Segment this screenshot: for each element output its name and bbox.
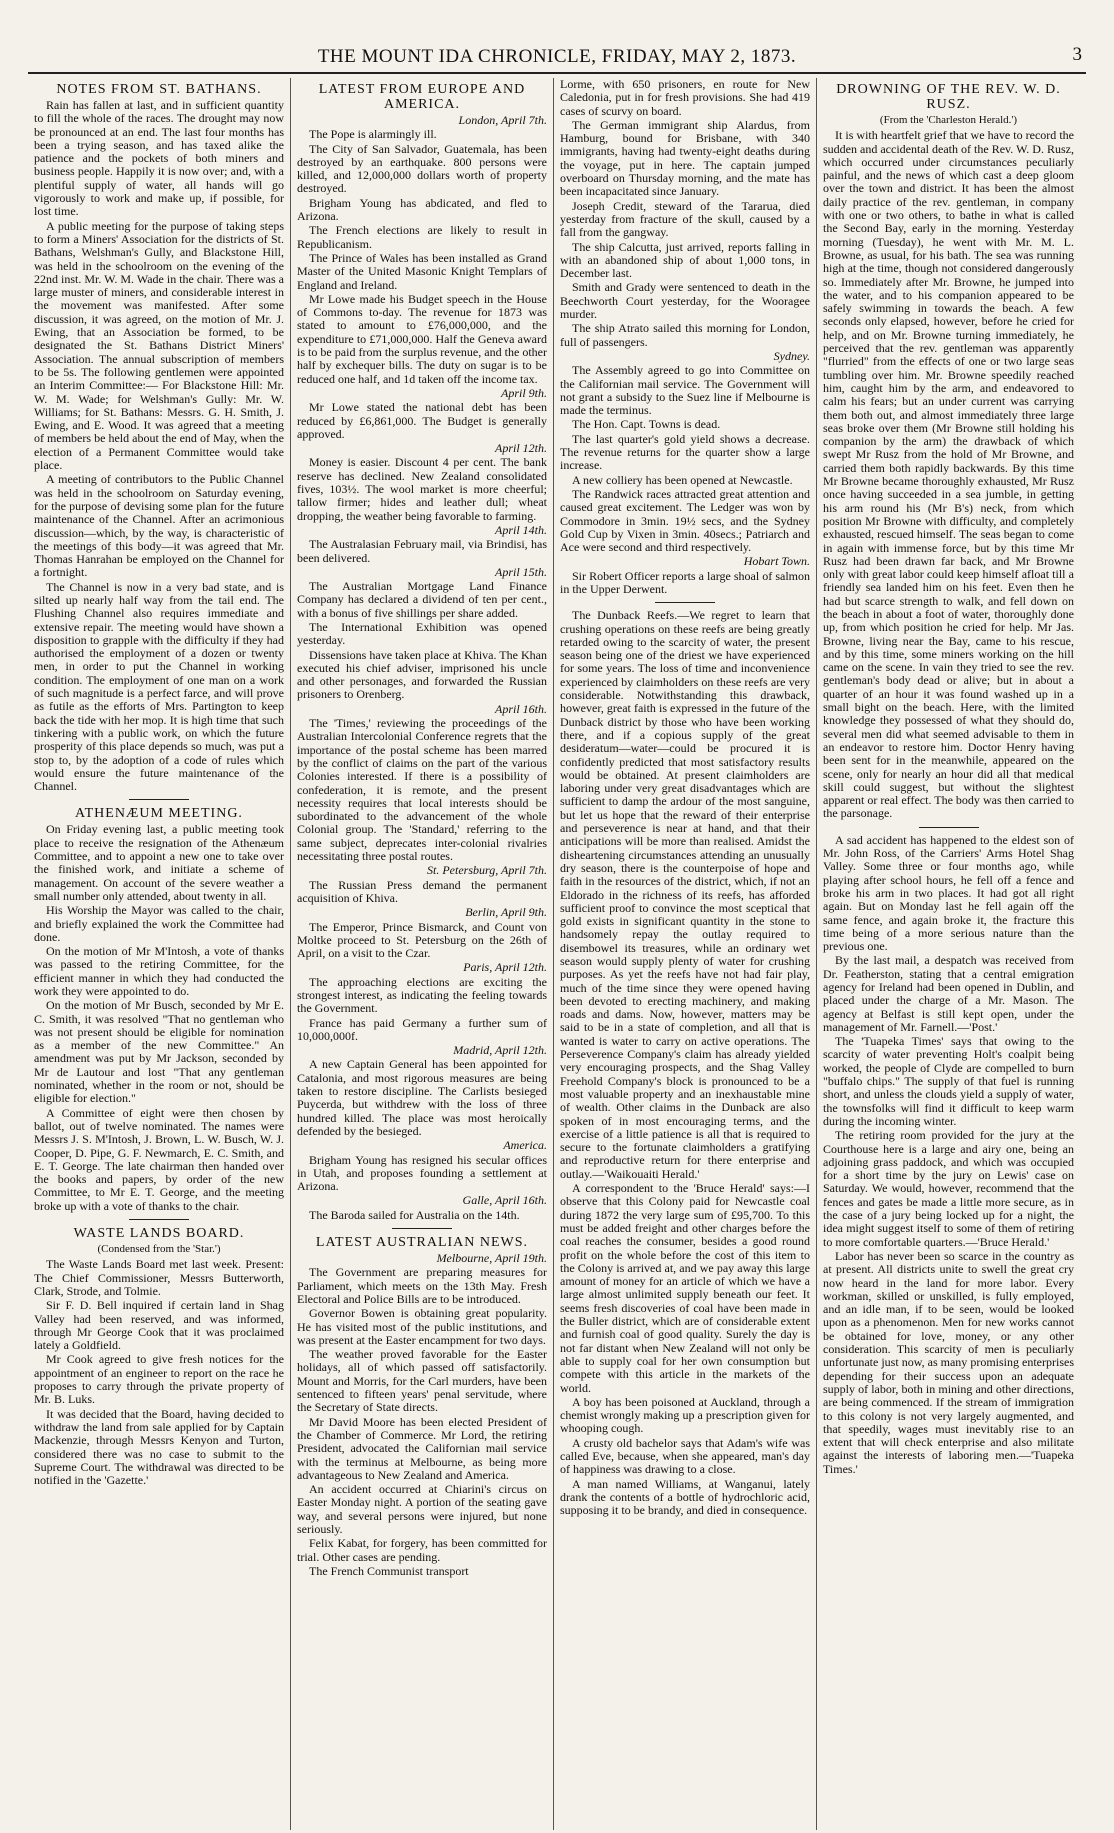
dateline: Hobart Town. [743, 554, 810, 569]
paragraph: The approaching elections are exciting the strongest interest, as indicating the feeling towards the Government. [297, 974, 547, 1016]
paragraph: The French Communist transport [309, 1563, 469, 1578]
paragraph: A public meeting for the purpose of taking steps to form a Miners' Association for the districts of St. Bathans, Welshman's Gully, and Blackstone Hill, was held in the schoolroom on the evening of the 22nd inst. Mr. W. M. Wade in the chair. There was a large muster of miners, and considerable interest in the movement was manifested. After some discussion, it was agreed, on the motion of Mr. J. Ewing, that an Association be formed, to be designated the St. Bathans District Miners' Association. The annual subscription of members to be 5s. The following gentlemen were appointed an Interim Committee:— For Blackstone Hill: Mr. W. M. Wade; for Welshman's Gully: Mr. W. Williams; for St. Bathans: Messrs. G. H. Smith, J. Ewing, and E. Wood. It was agreed that a meeting of members be held about the end of May, when the election of a Permanent Committee would take place. [34, 218, 284, 473]
paragraph: The Hon. Capt. Towns is dead. [572, 417, 721, 432]
paragraph: The Pope is alarmingly ill. [309, 127, 437, 142]
paragraph: The French elections are likely to result in Republicanism. [297, 223, 547, 251]
article-subheading: (From the 'Charleston Herald.') [879, 114, 1018, 126]
paragraph: Dissensions have taken place at Khiva. The Khan executed his chief adviser, imprisoned his uncle and other personages, and forwarded the Russian prisoners to Orenberg. [297, 647, 547, 702]
paragraph: The Russian Press demand the permanent acquisition of Khiva. [297, 877, 547, 905]
article-heading-athenaeum: ATHENÆUM MEETING. [75, 806, 243, 822]
paragraph: Mr Lowe made his Budget speech in the House of Commons to-day. The revenue for 1873 was stated to amount to £76,000,000, and the expenditure to £71,000,000. Half the Geneva award is to be paid from the surplus revenue, and the other half by exchequer bills. The duty on sugar is to be reduced one half, and 1d taken off the income tax. [297, 291, 547, 386]
paragraph: The Emperor, Prince Bismarck, and Count von Moltke proceed to St. Petersburg on the 26th of April, on a visit to the Czar. [297, 919, 547, 961]
dateline: April 14th. [494, 522, 547, 537]
paragraph: Felix Kabat, for forgery, has been committed for trial. Other cases are pending. [297, 1536, 547, 1564]
paragraph: Brigham Young has abdicated, and fled to Arizona. [297, 195, 547, 224]
paragraph: Mr Cook agreed to give fresh notices for the appointment of an engineer to report on the race he proposes to carry through the private property of Mr. B. Luks. [34, 1352, 284, 1407]
paragraph: The City of San Salvador, Guatemala, has been destroyed by an earthquake. 800 persons were killed, and 12,000,000 dollars worth of property destroyed. [297, 141, 547, 196]
divider [392, 1228, 452, 1229]
paragraph: A new Captain General has been appointed for Catalonia, and most rigorous measures are being taken to restore discipline. The Carlists besieged Puycerda, but withdrew with the loss of three hundred killed. The place was most heroically defended by the besieged. [297, 1057, 547, 1138]
paragraph: Labor has never been so scarce in the country as at present. All districts unite to swell the great cry now heard in the land for more labor. Every workman, skilled or unskilled, is fully employed, and an idle man, if to be seen, would be looked upon as a phenomenon. Men for new works cannot be obtained for love, money, or any other consideration. This scarcity of men is peculiarly unfortunate just now, as many promising enterprises depending for their success upon an adequate supply of labor, both in mining and other directions, are being commenced. If the stream of immigration to this colony is not very largely augmented, and that speedily, wages must inevitably rise to an extent that will check enterprise and also militate against the interests of laboring men.—'Tuapeka Times.' [823, 1248, 1074, 1476]
dateline: London, April 7th. [458, 113, 547, 127]
paragraph: A correspondent to the 'Bruce Herald' says:—I observe that this Colony paid for Newcastle coal during 1872 the very large sum of £95,700. To this must be added freight and other charges before the coal reaches the consumer, besides a good round profit on the whole before the cost of this item to the Colony is arrived at, and we pay away this large amount of money for an article of which we have a large almost unlimited supply beneath our feet. It seems fresh discoveries of coal have been made in the Buller district, which are of considerable extent and furnish coal of good quality. Surely the day is not far distant when New Zealand will not only be able to supply coal for her own consumption but compete with this article in the markets of the world. [560, 1181, 810, 1395]
paragraph: The Waste Lands Board met last week. Present: The Chief Commissioner, Messrs Butterworth, Clark, Strode, and Tolmie. [34, 1257, 284, 1298]
masthead-title: THE MOUNT IDA CHRONICLE, FRIDAY, MAY 2, 1873. [317, 46, 797, 67]
paragraph: It was decided that the Board, having decided to withdraw the land from sale applied for by Captain Mackenzie, through Messrs Kenyon and Turton, considered there was no case to submit to the Supreme Court. The withdrawal was directed to be notified in the 'Gazette.' [34, 1406, 284, 1488]
paragraph: Sir Robert Officer reports a large shoal of salmon in the Upper Derwent. [560, 568, 810, 596]
paragraph: The Dunback Reefs.—We regret to learn that crushing operations on these reefs are being greatly retarded owing to the scarcity of water, the present season being one of the driest we have experienced for some years. The loss of time and inconvenience experienced by claimholders on these reefs are very considerable. Notwithstanding this drawback, however, great faith is expressed in the future of the Dunback district by those who have been working there, and if a copious supply of the great desideratum—water—could be procured it is confidently predicted that most satisfactory results would be obtained. At present claimholders are laboring under very great disadvantages which are sufficient to damp the ardour of the most sanguine, but let us hope that the reward of their enterprise and perseverence is near at hand, and that their anticipations will be more than realised. Amidst the disheartening circumstances attending an unusually dry season, there is the counterpoise of hope and faith in the resources of the district, which, if not an Eldorado in the richness of its reefs, has afforded sufficient proof to convince the most sceptical that gold exists in significant quantity in the stone to handsomely repay the outlay required to disembowel its treasures, while an ordinary wet season would supply plenty of water for crushing purposes. As yet the reefs have not had fair play, much of the time since they were opened having been devoted to erecting machinery, and making roads and dams. Now, however, matters may be said to be in a state of completion, and all that is wanted is water to carry on active operations. The Perseverence Company's claim has already yielded very encouraging prospects, and the Shag Valley Freehold Company's block is pronounced to be a most valuable property and an inexhaustable mine of wealth. Other claims in the Dunback are also spoken of in most encouraging terms, and the exercise of a little patience is all that is required to secure to the fortunate claimholders a gratifying and reproductive return for there enterprise and outlay.—'Waikouaiti Herald.' [560, 608, 810, 1181]
paragraph: France has paid Germany a further sum of 10,000,000f. [297, 1015, 547, 1043]
paragraph: The German immigrant ship Alardus, from Hamburg, bound for Brisbane, with 340 immigrants, having had twenty-eight deaths during the voyage, put in here. The captain jumped overboard on Thursday morning, and the mate has been incapacitated since January. [560, 117, 810, 199]
paragraph: On the motion of Mr Busch, seconded by Mr E. C. Smith, it was resolved "That no gentleman who was not present should be eligible for nomination as a member of the new Committee." An amendment was put by Mr Jackson, seconded by Mr de Lautour and lost "That any gentleman nominated, whether in the room or not, should be eligible for election." [34, 998, 284, 1106]
paragraph: A sad accident has happened to the eldest son of Mr. John Ross, of the Carriers' Arms Hotel Shag Valley. Some three or four months ago, while playing after school hours, he fell off a fence and broke his arm in two places. It had got all right again. But on Monday last he fell again off the same fence, and again broke it, the fracture this time being of a more serious nature than the previous one. [823, 832, 1074, 954]
article-heading-australian: LATEST AUSTRALIAN NEWS. [315, 1235, 529, 1251]
paragraph: A Committee of eight were then chosen by ballot, out of twelve nominated. The names were Messrs J. S. M'Intosh, J. Brown, L. W. Busch, W. J. Cooper, D. Pipe, G. F. Newmarch, E. C. Smith, and E. T. George. The late chairman then handed over the books and papers, by order of the new Committee, to Mr E. T. George, and the meeting broke up with a vote of thanks to the chair. [34, 1105, 284, 1213]
divider [655, 602, 715, 603]
divider [919, 827, 979, 828]
dateline: April 9th. [500, 385, 547, 400]
column-3 [554, 78, 817, 1830]
paragraph: An accident occurred at Chiarini's circus on Easter Monday night. A portion of the seating gave way, and several persons were injured, but none seriously. [297, 1482, 547, 1536]
paragraph: A man named Williams, at Wanganui, lately drank the contents of a bottle of hydrochloric acid, supposing it to be brandy, and died in consequence. [560, 1476, 810, 1518]
dateline: Madrid, April 12th. [453, 1043, 547, 1058]
paragraph: The last quarter's gold yield shows a decrease. The revenue returns for the quarter show a large increase. [560, 431, 810, 473]
paragraph: Rain has fallen at last, and in sufficient quantity to fill the whole of the races. The drought may now be pronounced at an end. The last four months has been a trying season, and has taxed alike the patience and the pockets of both miners and business people. Happily it is now over; and, with a plentiful supply of water, all hands will go vigorously to work and make up, if possible, for lost time. [34, 98, 284, 219]
paragraph: The International Exhibition was opened yesterday. [297, 619, 547, 648]
paragraph: Lorme, with 650 prisoners, en route for New Caledonia, put in for fresh provisions. She had 419 cases of scurvy on board. [560, 78, 810, 118]
paragraph: Governor Bowen is obtaining great popularity. He has visited most of the public institutions, and was present at the Easter encampment for two days. [297, 1306, 547, 1347]
paragraph: The retiring room provided for the jury at the Courthouse here is a large and airy one, being an adjoining grass paddock, and which was occupied for a short time by the jury on Lewis' case on Saturday. We would, however, recommend that the fences and gates be made a little more secure, as in the case of a jury being locked up for a night, the idea might suggest itself to some of them of retiring to more comfortable quarters.—'Bruce Herald.' [823, 1128, 1074, 1249]
paragraph: The Australasian February mail, via Brindisi, has been delivered. [297, 537, 547, 565]
dateline: America. [503, 1138, 547, 1153]
paragraph: Smith and Grady were sentenced to death in the Beechworth Court yesterday, for the Wooragee murder. [560, 280, 810, 322]
paragraph: On the motion of Mr M'Intosh, a vote of thanks was passed to the retiring Committee, for the efficient manner in which they had conducted the work they were appointed to do. [34, 944, 284, 998]
article-heading-waste-lands: WASTE LANDS BOARD. [73, 1226, 245, 1242]
dateline: St. Petersburg, April 7th. [427, 863, 547, 878]
paragraph: The Prince of Wales has been installed as Grand Master of the United Masonic Knight Templars of England and Ireland. [297, 250, 547, 292]
article-subheading: (Condensed from the 'Star.') [97, 1243, 221, 1256]
paragraph: On Friday evening last, a public meeting took place to receive the resignation of the Athenæum Committee, and to appoint a new one to take over the finished work, and initiate a scheme of management. On account of the severe weather a small number only attended, about twenty in all. [34, 822, 284, 903]
divider [129, 799, 189, 800]
paragraph: It is with heartfelt grief that we have to record the sudden and accidental death of the Rev. W. D. Rusz, which occurred under circumstances peculiarly painful, and the news of which cast a deep gloom over the town and district. It has been the almost daily practice of the rev. gentleman, in company with one or two others, to bathe in what is called the Second Bay, early in the morning. Yesterday morning (Tuesday), he went with Mr. M. L. Browne, as usual, for his bath. The sea was running high at the time, though not considered dangerously so. Immediately after Mr. Browne, he jumped into the water, and to his companion appeared to be safely swimming in towards the beach. A few seconds only elapsed, however, before he cried for help, and on Mr. Browne turning immediately, he perceived that the rev. gentleman was apparently "flurried" from the effects of one or two large seas tumbling over him. Mr. Browne speedily reached him, caught him by the arm, and endeavored to calm his fears; but an under current was carrying them both out, and almost immediately three large seas broke over them (Mr Browne still holding his companion by the arm) the drawback of which swept Mr Rusz from the hold of Mr Browne, and carried them both rapidly backwards. By this time Mr Browne became thoroughly exhausted, Mr Rusz once having succeeded in a sea jumble, in getting his arm round his (Mr B's) neck, from which position Mr Browne with difficulty, and completely exhausted, rescued himself. The seas began to come in again with immense force, but by this time Mr Rusz had been drawn far back, and Mr Browne only with great labor could keep himself afloat till a friendly sea landed him on his feet. Even then he had but scarce strength to walk, and fell down on the beach in about a foot of water, thoroughly done up, from which position he cried for help. Mr Jas. Browne, living near the Bay, came to his rescue, and by this time, some miners working on the hill came on the scene. In vain they tried to see the rev. gentleman's body dead or alive; but in about a quarter of an hour it was found washed up in a small bight on the beach. Here, with the limited knowledge they possessed of what they should do, several men did what seemed advisable to them in an endeavor to restore him. Doctor Henry having been sent for in the meanwhile, appeared on the scene, only for nearly an hour did all that medical skill could suggest, but without the slightest apparent or real effect. The body was then carried to the parsonage. [823, 128, 1074, 821]
dateline: Melbourne, April 19th. [436, 1251, 547, 1266]
paragraph: The Randwick races attracted great attention and caused great excitement. The Ledger was won by Commodore in 3min. 19½ secs, and the Sydney Gold Cup by Vixen in 3min. 40secs.; Patriarch and Ace were second and third respectively. [560, 486, 810, 555]
column-1 [28, 78, 291, 1830]
paragraph: The Channel is now in a very bad state, and is silted up nearly half way from the tail end. The Flushing Channel also requires immediate and extensive repair. The meeting would have shown a disposition to grapple with the difficulty if they had authorised the employment of a dozen or twenty men, in order to put the Channel in working condition. The employment of one man on a work of such magnitude is a perfect farce, and will prove as futile as the efforts of Mrs. Partington to keep back the tide with her mop. It is high time that such tinkering with a public work, on which the future prosperity of this place depends so much, was put a stop to, by the adoption of a code of rules which would ensure the future maintenance of the Channel. [34, 579, 284, 794]
paragraph: A new colliery has been opened at Newcastle. [572, 472, 793, 487]
paragraph: The Government are preparing measures for Parliament, which meets on the 13th May. Fresh Electoral and Police Bills are to be introduced. [297, 1265, 547, 1306]
article-heading-europe: LATEST FROM EUROPE AND AMERICA. [318, 82, 526, 112]
dateline: April 12th. [494, 441, 547, 456]
dateline: April 16th. [494, 701, 547, 716]
article-heading-drowning: DROWNING OF THE REV. W. D. RUSZ. [836, 82, 1061, 112]
dateline: Berlin, April 9th. [465, 905, 547, 920]
paragraph: Money is easier. Discount 4 per cent. The bank reserve has declined. New Zealand consolidated fives, 103½. The wool market is more cheerful; tallow firmer; hides and leather dull; wheat dropping, the weather being favorable to farming. [297, 455, 547, 523]
columns [28, 78, 1086, 1830]
column-4 [817, 78, 1080, 1830]
paragraph: Mr David Moore has been elected President of the Chamber of Commerce. Mr Lord, the retiring President, advocated the Californian mail service with the terminus at Melbourne, as being more advantageous to New Zealand and America. [297, 1414, 547, 1482]
divider [129, 1219, 189, 1220]
paragraph: By the last mail, a despatch was received from Dr. Featherston, stating that a central emigration agency for Ireland had been opened in Dublin, and placed under the charge of a Mr. Mason. The agency at Belfast is still kept open, under the management of Mr. Farnell.—'Post.' [823, 953, 1074, 1034]
paragraph: The Australian Mortgage Land Finance Company has declared a dividend of ten per cent., with a bonus of five shillings per share added. [297, 579, 547, 620]
column-2 [291, 78, 554, 1830]
dispatch-list [297, 114, 547, 1222]
paragraph: The ship Atrato sailed this morning for London, full of passengers. [560, 321, 810, 349]
article-heading-notes: NOTES FROM ST. BATHANS. [56, 82, 262, 97]
paragraph: Mr Lowe stated the national debt has been reduced by £6,861,000. The Budget is generally approved. [297, 400, 547, 441]
dateline: Paris, April 12th. [463, 960, 547, 975]
paragraph: The ship Calcutta, just arrived, reports falling in with an abandoned ship of about 1,000 tons, in December last. [560, 239, 810, 281]
paragraph: The 'Times,' reviewing the proceedings of the Australian Intercolonial Conference regrets that the importance of the postal scheme has been marred by the conflict of claims on the part of the various Colonies interested. If there is a possibility of confederation, it is remote, and the present necessity requires that local interests should be subordinated to the advancement of the whole Colonial group. The 'Standard,' referring to the same subject, deprecates inter-colonial rivalries necessitating three postal routes. [297, 716, 547, 864]
paragraph: The Assembly agreed to go into Committee on the Californian mail service. The Government will not grant a subsidy to the Suez line if Melbourne is made the terminus. [560, 363, 810, 418]
dateline: Galle, April 16th. [462, 1193, 547, 1208]
paragraph: His Worship the Mayor was called to the chair, and briefly explained the work the Committee had done. [34, 903, 284, 944]
dateline: April 15th. [494, 564, 547, 579]
paragraph: The Baroda sailed for Australia on the 14th. [309, 1207, 520, 1222]
page-number: 3 [1072, 44, 1082, 65]
paragraph: The weather proved favorable for the Easter holidays, all of which passed off satisfactorily. Mount and Morris, for the Carl murders, have been sentenced to fifteen years' penal servitude, where the Secretary of State directs. [297, 1347, 547, 1415]
paragraph: A boy has been poisoned at Auckland, through a chemist wrongly making up a prescription given for whooping cough. [560, 1394, 810, 1436]
paragraph: Brigham Young has resigned his secular offices in Utah, and proposes founding a settlement at Arizona. [297, 1152, 547, 1194]
paragraph: The 'Tuapeka Times' says that owing to the scarcity of water preventing Holt's coalpit being worked, the people of Clyde are compelled to burn "buffalo chips." The supply of that fuel is running short, and unless the clouds yield a supply of water, the townsfolks will find it difficult to keep warm during the incoming winter. [823, 1034, 1074, 1128]
paragraph: Joseph Credit, steward of the Tararua, died yesterday from fracture of the skull, caused by a fall from the gangway. [560, 198, 810, 240]
paragraph: Sir F. D. Bell inquired if certain land in Shag Valley had been reserved, and was informed, through Mr George Cook that it was proclaimed lately a Goldfield. [34, 1298, 284, 1353]
dateline: Sydney. [773, 348, 810, 363]
paragraph: A meeting of contributors to the Public Channel was held in the schoolroom on Saturday evening, for the purpose of devising some plan for the future maintenance of the Channel. After an acrimonious discussion—which, by the way, is characteristic of the meetings of this body—it was agreed that Mr. Thomas Hanrahan be employed on the Channel for a fortnight. [34, 472, 284, 580]
paragraph: A crusty old bachelor says that Adam's wife was called Eve, because, when she appeared, man's day of happiness was drawing to a close. [560, 1435, 810, 1477]
masthead [28, 0, 1086, 74]
